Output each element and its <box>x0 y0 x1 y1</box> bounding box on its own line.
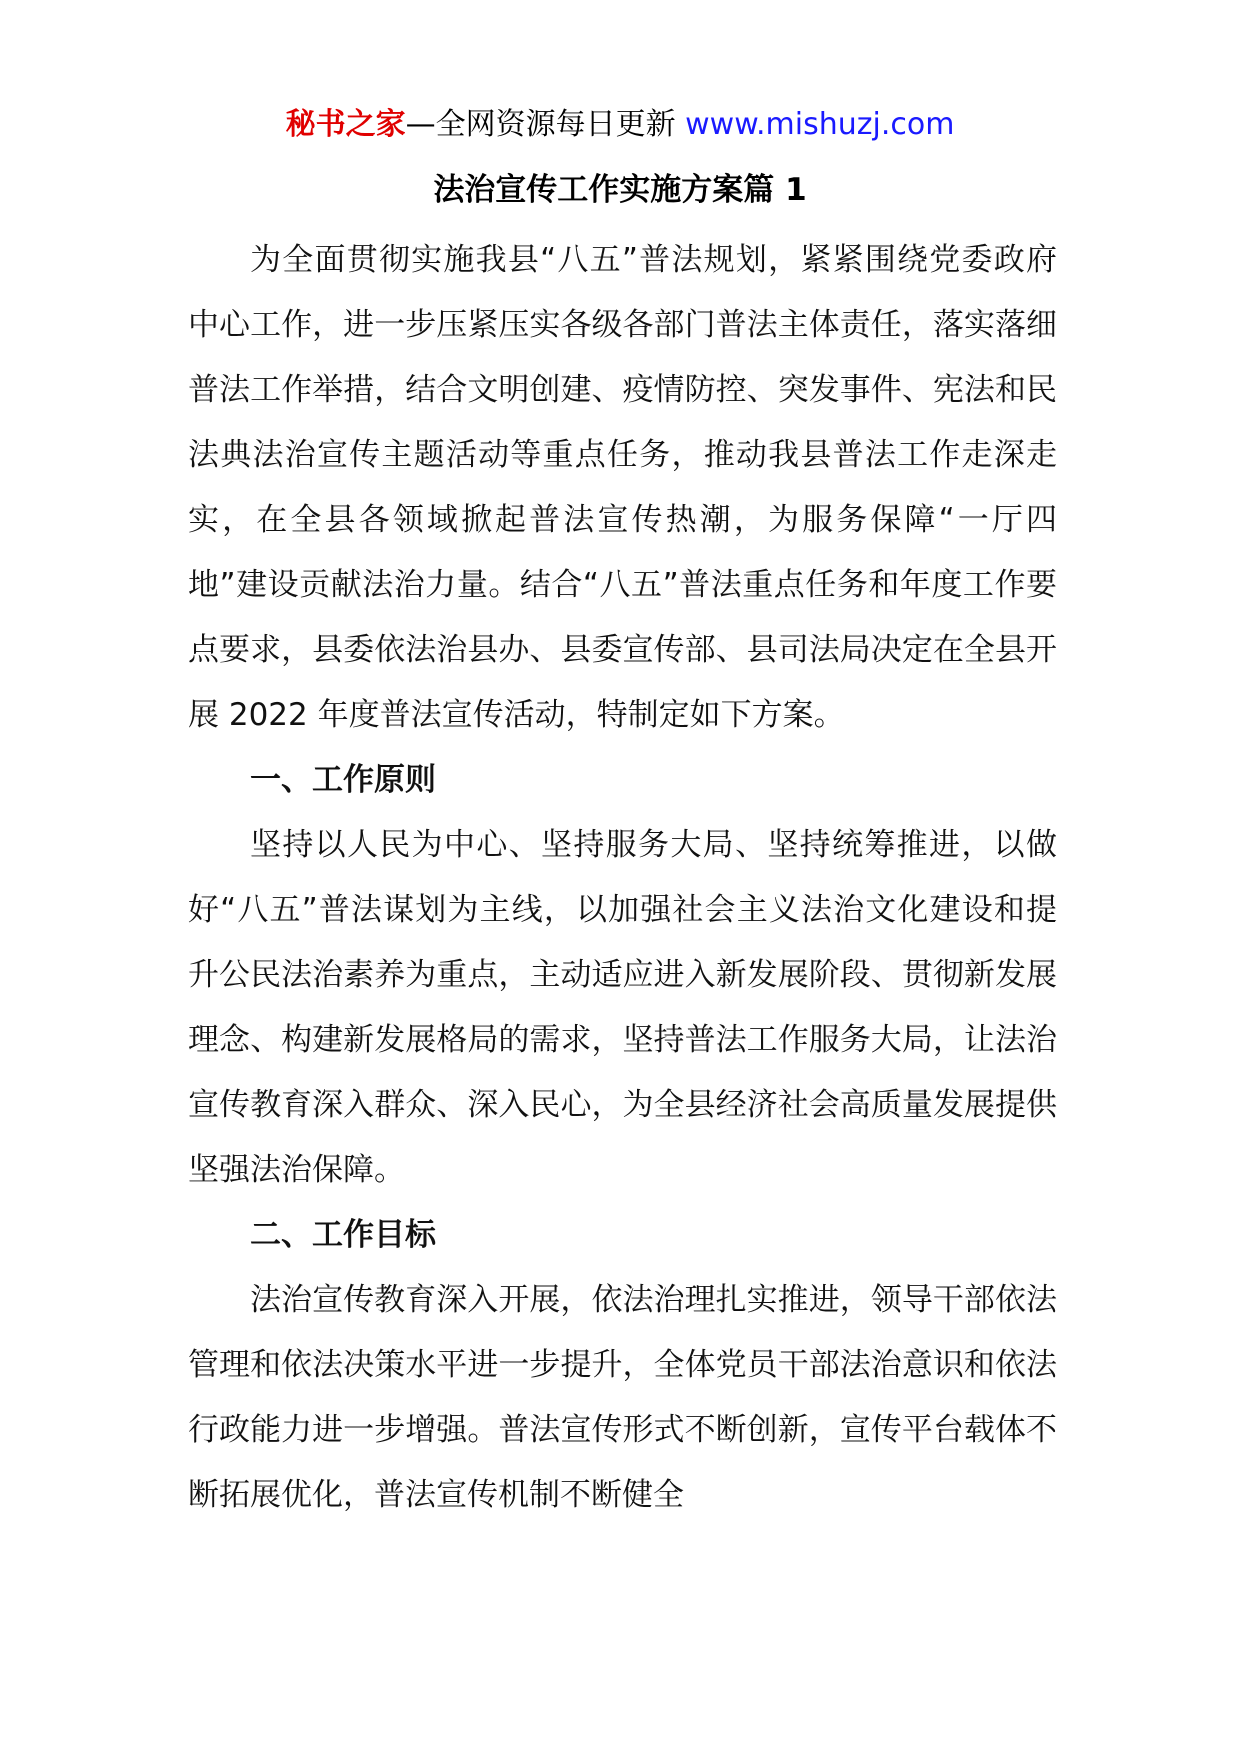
principles-paragraph: 坚持以人民为中心、坚持服务大局、坚持统筹推进，以做好“八五”普法谋划为主线，以加强社会主义法治文化建设和提升公民法治素养为重点，主动适应进入新发展阶段、贯彻新发展理念、构建新发展格局的需求，坚持普法工作服务大局，让法治宣传教育深入群众、深入民心，为全县经济社会高质量发展提供坚强法治保障。 <box>188 827 1057 1188</box>
site-tagline: —全网资源每日更新 <box>405 107 676 142</box>
section-heading-principles: 一、工作原则 <box>250 762 436 798</box>
section-heading-goals: 二、工作目标 <box>250 1217 436 1253</box>
site-header <box>0 103 1240 147</box>
intro-paragraph: 为全面贯彻实施我县“八五”普法规划，紧紧围绕党委政府中心工作，进一步压紧压实各级各部门普法主体责任，落实落细普法工作举措，结合文明创建、疫情防控、突发事件、宪法和民法典法治宣传主题活动等重点任务，推动我县普法工作走深走实，在全县各领域掀起普法宣传热潮，为服务保障“一厅四地”建设贡献法治力量。结合“八五”普法重点任务和年度工作要点要求，县委依法治县办、县委宣传部、县司法局决定在全县开展 2022 年度普法宣传活动，特制定如下方案。 <box>188 242 1057 733</box>
goals-paragraph: 法治宣传教育深入开展，依法治理扎实推进，领导干部依法管理和依法决策水平进一步提升，全体党员干部法治意识和依法行政能力进一步增强。普法宣传形式不断创新，宣传平台载体不断拓展优化，普法宣传机制不断健全 <box>188 1282 1057 1513</box>
site-url-link[interactable]: www.mishuzj.com <box>685 107 955 142</box>
document-body <box>188 228 1057 1528</box>
document-title: 法治宣传工作实施方案篇 1 <box>433 172 807 208</box>
brand-name: 秘书之家 <box>285 107 406 142</box>
